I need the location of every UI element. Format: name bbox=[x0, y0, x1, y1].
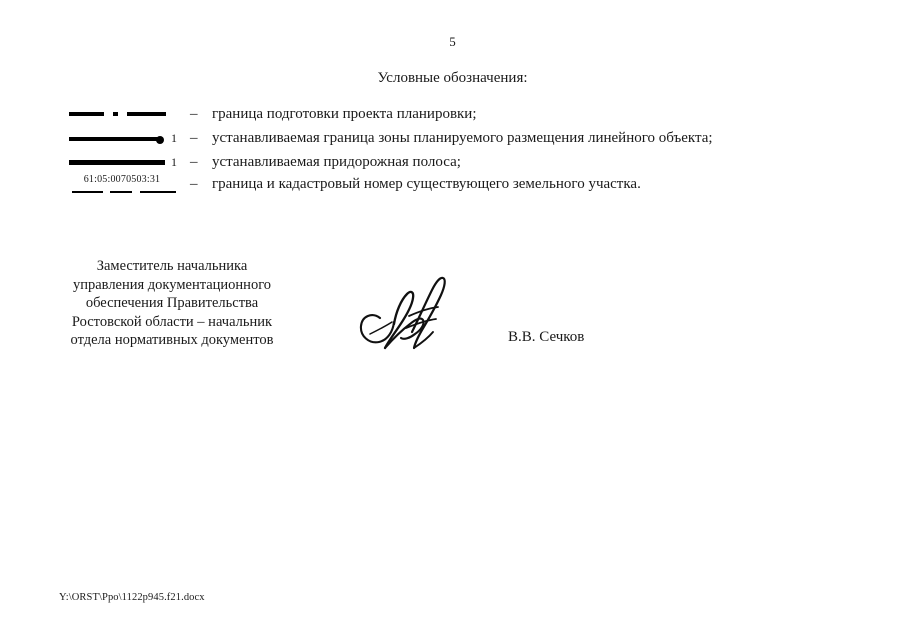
signature-title-block bbox=[56, 257, 288, 350]
legend-row bbox=[62, 174, 852, 202]
cadastral-number: 61:05:0070503:31 bbox=[83, 174, 161, 185]
signer-name: В.В. Сечков bbox=[508, 329, 585, 345]
legend-list bbox=[62, 102, 852, 202]
legend-separator-dash: – bbox=[190, 176, 198, 192]
legend-marker: 1 bbox=[171, 155, 177, 169]
legend-separator-dash: – bbox=[190, 154, 198, 170]
legend-description: граница подготовки проекта планировки; bbox=[212, 106, 477, 122]
legend-row bbox=[62, 150, 852, 174]
legend-separator-dash: – bbox=[190, 106, 198, 122]
legend-row bbox=[62, 102, 852, 126]
signature-title-line: Заместитель начальника bbox=[96, 258, 248, 274]
legend-description: граница и кадастровый номер существующего земельного участка. bbox=[212, 176, 641, 192]
legend-marker: 1 bbox=[171, 131, 177, 145]
signature-title-line: управления документационного bbox=[72, 276, 272, 293]
signature-title-line: обеспечения Правительства bbox=[85, 295, 259, 311]
signature-title-line: отдела нормативных документов bbox=[70, 332, 274, 348]
legend-separator-dash: – bbox=[190, 130, 198, 146]
legend-row bbox=[62, 126, 852, 150]
footer-file-path: Y:\ORST\Ppo\1122p945.f21.docx bbox=[59, 592, 205, 603]
legend-symbol-solid-line-icon bbox=[62, 150, 162, 174]
legend-description: устанавливаемая придорожная полоса; bbox=[212, 154, 461, 170]
legend-symbol-cadastral-number-icon bbox=[62, 174, 162, 204]
page-number: 5 bbox=[449, 34, 456, 49]
legend-symbol-solid-line-with-end-dot-icon bbox=[62, 126, 162, 150]
handwritten-signature bbox=[352, 272, 462, 360]
legend-description: устанавливаемая граница зоны планируемого размещения линейного объекта; bbox=[212, 130, 713, 146]
legend-symbol-dash-dot-line-icon bbox=[62, 102, 162, 126]
legend-title: Условные обозначения: bbox=[377, 70, 528, 86]
signature-title-line: Ростовской области – начальник bbox=[71, 313, 273, 330]
